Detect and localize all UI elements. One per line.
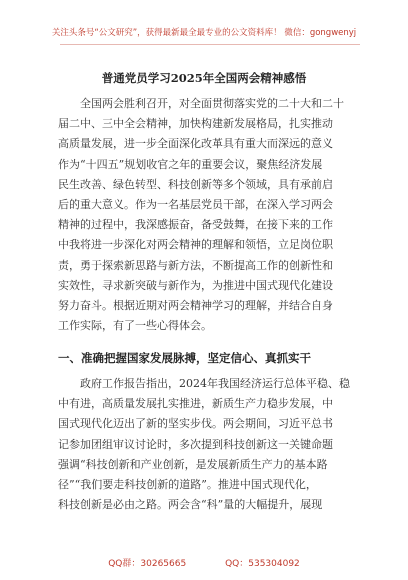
header-banner: 关注头条号“公文研究”，获得最新最全最专业的公文资料库！ 微信：gongwenyj: [51, 28, 357, 38]
paragraph-line: 记参加团组审议讨论时，多次提到科技创新这一关键命题: [58, 437, 333, 451]
paragraph-intro: [58, 94, 353, 336]
section-heading: 一、准确把握国家发展脉搏，坚定信心、真抓实干: [58, 351, 311, 365]
paragraph-line: 作为“十四五”规划收官之年的重要会议，聚焦经济发展: [58, 157, 323, 171]
paragraph-line: 实效性，寻求新突破与新作为，为推进中国式现代化建设: [58, 278, 333, 292]
paragraph-line: 国式现代化迈出了新的坚实步伐。两会期间，习近平总书: [58, 417, 333, 431]
paragraph-line: 责，勇于探索新思路与新方法，不断提高工作的创新性和: [58, 258, 333, 272]
qq-group-number: QQ群：30265665: [108, 559, 187, 569]
paragraph-line: 强调“科技创新和产业创新，是发展新质生产力的基本路: [58, 457, 328, 471]
paragraph-section1: [58, 374, 353, 515]
paragraph-line: 科技创新是必由之路。两会含“科”量的大幅提升，展现: [58, 498, 323, 512]
paragraph-line: 民生改善、绿色转型、科技创新等多个领域，具有承前启: [58, 177, 333, 191]
paragraph-line: 中有进，高质量发展扎实推进，新质生产力稳步发展，中: [58, 397, 333, 411]
paragraph-line: 高质量发展，进一步全面深化改革具有重大而深远的意义: [58, 137, 333, 151]
footer-contact: [0, 556, 408, 569]
paragraph-line: 后的重大意义。作为一名基层党员干部，在深入学习两会: [58, 198, 333, 212]
paragraph-line: 中我将进一步深化对两会精神的理解和领悟，立足岗位职: [58, 238, 333, 252]
paragraph-line: 工作实际，有了一些心得体会。: [58, 319, 212, 333]
qq-number: QQ：535304092: [225, 559, 300, 569]
paragraph-line: 精神的过程中，我深感振奋，备受鼓舞，在接下来的工作: [58, 218, 333, 232]
paragraph-line: 全国两会胜利召开，对全面贯彻落实党的二十大和二十: [80, 97, 344, 110]
paragraph-line: 届二中、三中全会精神，加快构建新发展格局，扎实推动: [58, 117, 333, 131]
paragraph-line: 努力奋斗。根据近期对两会精神学习的理解，并结合自身: [58, 299, 333, 313]
document-title: 普通党员学习2025年全国两会精神感悟: [101, 71, 307, 85]
header-divider: [60, 44, 360, 45]
paragraph-line: 径”“我们要走科技创新的道路”。推进中国式现代化，: [58, 478, 317, 492]
paragraph-line: 政府工作报告指出，2024年我国经济运行总体平稳、稳: [80, 377, 350, 390]
